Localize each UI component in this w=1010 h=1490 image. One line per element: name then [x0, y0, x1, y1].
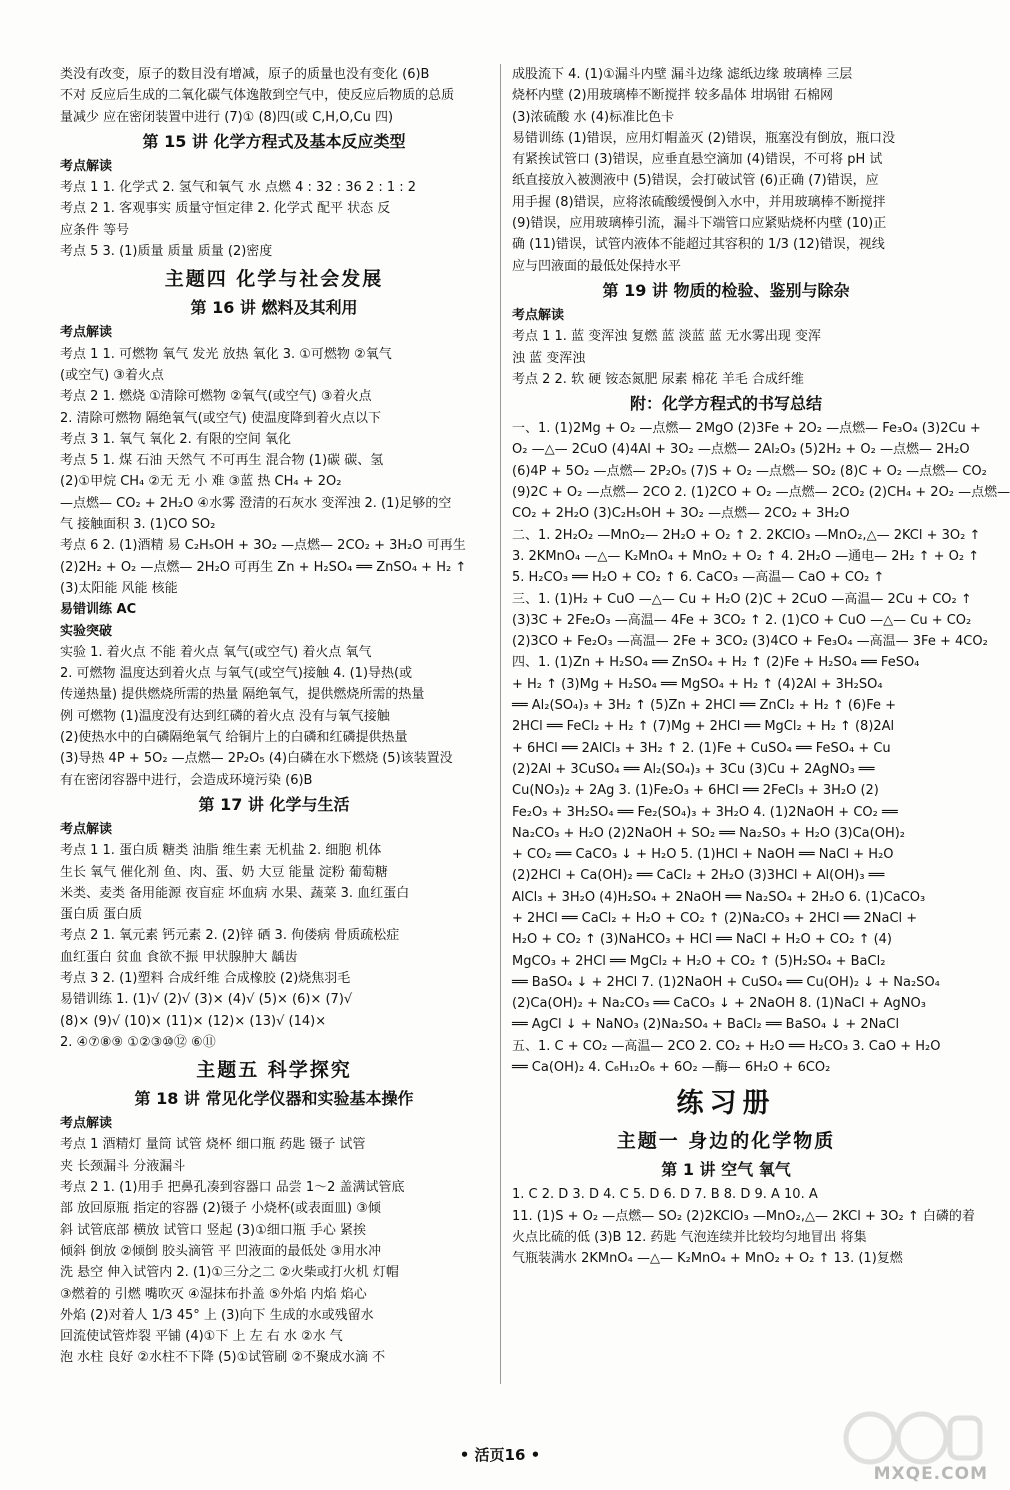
answer-line: 外焰 (2)对着人 1/3 45° 上 (3)向下 生成的水或残留水: [60, 1307, 374, 1323]
answer-line: (9)2C + O₂ —点燃— 2CO 2. (1)2CO + O₂ —点燃— 2CO₂ (2)CH₄ + 2O₂ —点燃—: [512, 485, 1010, 501]
lesson-heading: 第 15 讲 化学方程式及基本反应类型: [142, 131, 406, 151]
answer-line: (6)4P + 5O₂ —点燃— 2P₂O₅ (7)S + O₂ —点燃— SO₂ (8)C + O₂ —点燃— CO₂: [512, 463, 987, 479]
answer-line: (2)使热水中的白磷隔绝氧气 给铜片上的白磷和红磷提供热量: [60, 730, 408, 746]
answer-line: Fe₂O₃ + 3H₂SO₄ ══ Fe₂(SO₄)₃ + 3H₂O 4. (1)2NaOH + CO₂ ══: [512, 804, 898, 820]
lesson-heading: 第 19 讲 物质的检验、鉴别与除杂: [602, 280, 850, 300]
answer-line: 三、1. (1)H₂ + CuO —△— Cu + H₂O (2)C + 2CuO —高温— 2Cu + CO₂ ↑: [512, 591, 972, 607]
answer-line: 考点 2 2. 软 硬 铵态氮肥 尿素 棉花 羊毛 合成纤维: [512, 371, 804, 387]
answer-line: 洗 悬空 伸入试管内 2. (1)①三分之二 ②火柴或打火机 灯帽: [60, 1265, 399, 1281]
answer-line: 倾斜 倒放 ②倾倒 胶头滴管 平 凹液面的最低处 ③用水冲: [60, 1243, 382, 1259]
answer-line: 考点 3 1. 氧气 氧化 2. 有限的空间 氧化: [60, 431, 292, 447]
answer-line: AlCl₃ + 3H₂O (4)H₂SO₄ + 2NaOH ══ Na₂SO₄ + 2H₂O 6. (1)CaCO₃: [512, 889, 926, 905]
answer-line: (或空气) ③着火点: [60, 367, 164, 383]
left-column: [60, 64, 488, 1369]
lesson-heading: 第 16 讲 燃料及其利用: [190, 298, 358, 318]
answer-line: 生长 氧气 催化剂 鱼、肉、蛋、奶 大豆 能量 淀粉 葡萄糖: [60, 864, 388, 880]
lesson-heading: 第 1 讲 空气 氧气: [661, 1160, 791, 1180]
answer-line: + H₂ ↑ (3)Mg + H₂SO₄ ══ MgSO₄ + H₂ ↑ (4)2Al + 3H₂SO₄: [512, 676, 883, 692]
topic-heading: 主题五 科学探究: [196, 1059, 352, 1082]
answer-line: 2. 可燃物 温度达到着火点 与氧气(或空气)接触 4. (1)导热(或: [60, 666, 413, 682]
answer-line: CO₂ + 2H₂O (3)C₂H₅OH + 3O₂ —点燃— 2CO₂ + 3H₂O: [512, 506, 850, 522]
answer-line: 确 (11)错误，试管内液体不能超过其容积的 1/3 (12)错误，视线: [512, 237, 885, 253]
subsection-label: 考点解读: [60, 158, 113, 174]
answer-line: (3)浓硫酸 水 (4)标准比色卡: [512, 109, 675, 125]
answer-line: 考点 5 3. (1)质量 质量 质量 (2)密度: [60, 244, 273, 260]
answer-line: 考点 2 1. 客观事实 质量守恒定律 2. 化学式 配平 状态 反: [60, 201, 391, 217]
lesson-heading: 附：化学方程式的书写总结: [629, 394, 822, 414]
answer-line: 夹 长颈漏斗 分液漏斗: [60, 1158, 186, 1174]
answer-line: 量减少 应在密闭装置中进行 (7)① (8)四(或 C,H,O,Cu 四): [60, 109, 394, 125]
answer-line: 斜 试管底部 横放 试管口 竖起 (3)①细口瓶 手心 紧挨: [60, 1222, 366, 1238]
answer-line: 气 接触面积 3. (1)CO SO₂: [60, 517, 216, 533]
answer-line: Na₂CO₃ + H₂O (2)2NaOH + SO₂ ══ Na₂SO₃ + H₂O (3)Ca(OH)₂: [512, 825, 906, 841]
answer-line: 烧杯内壁 (2)用玻璃棒不断搅拌 较多晶体 坩埚钳 石棉网: [512, 88, 833, 104]
answer-line: 二、1. 2H₂O₂ —MnO₂— 2H₂O + O₂ ↑ 2. 2KClO₃ —MnO₂,△— 2KCl + 3O₂ ↑: [512, 527, 981, 543]
answer-line: ══ AgCl ↓ + NaNO₃ (2)Na₂SO₄ + BaCl₂ ══ BaSO₄ ↓ + 2NaCl: [512, 1017, 900, 1033]
answer-line: (2)2H₂ + O₂ —点燃— 2H₂O 可再生 Zn + H₂SO₄ ══ ZnSO₄ + H₂ ↑: [60, 559, 467, 575]
answer-line: ══ BaSO₄ ↓ + 2HCl 7. (1)2NaOH + CuSO₄ ══ Cu(OH)₂ ↓ + Na₂SO₄: [512, 974, 940, 990]
subsection-label: 考点解读: [60, 821, 113, 837]
answer-line: + 6HCl ══ 2AlCl₃ + 3H₂ ↑ 2. (1)Fe + CuSO₄ ══ FeSO₄ + Cu: [512, 740, 891, 756]
answer-line: Cu(NO₃)₂ + 2Ag 3. (1)Fe₂O₃ + 6HCl ══ 2FeCl₃ + 3H₂O (2): [512, 783, 879, 799]
answer-line: 一、1. (1)2Mg + O₂ —点燃— 2MgO (2)3Fe + 2O₂ —点燃— Fe₃O₄ (3)2Cu +: [512, 421, 981, 437]
answer-line: (8)× (9)√ (10)× (11)× (12)× (13)√ (14)×: [60, 1013, 327, 1029]
answer-line: 血红蛋白 贫血 食欲不振 甲状腺肿大 龋齿: [60, 949, 298, 965]
answer-line: 易错训练 1. (1)√ (2)√ (3)× (4)√ (5)× (6)× (7)√: [60, 992, 353, 1008]
answer-line: MgCO₃ + 2HCl ══ MgCl₂ + H₂O + CO₂ ↑ (5)H₂SO₄ + BaCl₂: [512, 953, 886, 969]
subsection-label: 考点解读: [60, 1116, 113, 1132]
answer-line: (3)太阳能 风能 核能: [60, 580, 178, 596]
answer-line: O₂ —△— 2CuO (4)4Al + 3O₂ —点燃— 2Al₂O₃ (5)2H₂ + O₂ —点燃— 2H₂O: [512, 442, 970, 458]
answer-line: (3)3C + 2Fe₂O₃ —高温— 4Fe + 3CO₂ ↑ 2. (1)CO + CuO —△— Cu + CO₂: [512, 612, 972, 628]
answer-line: 考点 2 1. (1)用手 把鼻孔凑到容器口 品尝 1～2 盖满试管底: [60, 1180, 405, 1196]
answer-line: 考点 3 2. (1)塑料 合成纤维 合成橡胶 (2)烧焦羽毛: [60, 970, 351, 986]
answer-line: 不对 反应后生成的二氧化碳气体逸散到空气中，使反应后物质的总质: [60, 88, 455, 104]
page-number: • 活页16 •: [459, 1446, 541, 1464]
answer-line: 传递热量) 提供燃烧所需的热量 隔绝氧气，提供燃烧所需的热量: [60, 687, 425, 703]
answer-line: (2)3CO + Fe₂O₃ —高温— 2Fe + 3CO₂ (3)4CO + Fe₃O₄ —高温— 3Fe + 4CO₂: [512, 634, 988, 650]
answer-line: 2. ④⑦⑧⑨ ①②③⑩⑫ ⑥⑪: [60, 1034, 216, 1050]
answer-line: 例 可燃物 (1)温度没有达到红磷的着火点 没有与氧气接触: [60, 708, 390, 724]
topic-heading: 主题四 化学与社会发展: [164, 268, 384, 291]
answer-line: ══ Al₂(SO₄)₃ + 3H₂ ↑ (5)Zn + 2HCl ══ ZnCl₂ + H₂ ↑ (6)Fe +: [512, 698, 897, 714]
subsection-label: 考点解读: [512, 307, 565, 323]
right-column: [512, 64, 1010, 1270]
subsection-label: 易错训练 AC: [60, 602, 137, 618]
answer-line: (3)导热 4P + 5O₂ —点燃— 2P₂O₅ (4)白磷在水下燃烧 (5)该装置没: [60, 751, 453, 767]
subsection-label: 实验突破: [60, 623, 113, 639]
answer-line: 应条件 等号: [60, 222, 130, 238]
answer-line: 用手握 (8)错误，应将浓硫酸缓慢倒入水中，并用玻璃棒不断搅拌: [512, 194, 886, 210]
answer-line: 有在密闭容器中进行，会造成环境污染 (6)B: [60, 772, 313, 788]
topic-heading: 主题一 身边的化学物质: [616, 1130, 836, 1153]
answer-line: 易错训练 (1)错误，应用灯帽盖灭 (2)错误，瓶塞没有倒放，瓶口没: [512, 130, 896, 146]
answer-line: + CO₂ ══ CaCO₃ ↓ + H₂O 5. (1)HCl + NaOH ══ NaCl + H₂O: [512, 847, 894, 863]
answer-line: 有紧挨试管口 (3)错误，应垂直悬空滴加 (4)错误，不可将 pH 试: [512, 152, 883, 168]
answer-line: 应与凹液面的最低处保持水平: [512, 258, 682, 274]
answer-line: 考点 2 1. 氧元素 钙元素 2. (2)锌 硒 3. 佝偻病 骨质疏松症: [60, 928, 400, 944]
answer-line: (2)2Al + 3CuSO₄ ══ Al₂(SO₄)₃ + 3Cu (3)Cu + 2AgNO₃ ══: [512, 761, 875, 777]
answer-line: 3. 2KMnO₄ —△— K₂MnO₄ + MnO₂ + O₂ ↑ 4. 2H₂O —通电— 2H₂ ↑ + O₂ ↑: [512, 548, 980, 564]
answer-line: 1. C 2. D 3. D 4. C 5. D 6. D 7. B 8. D 9. A 10. A: [512, 1187, 818, 1203]
watermark-text: MXQE.COM: [873, 1464, 988, 1484]
answer-line: 火点比硫的低 (3)B 12. 药匙 气泡连续并比较均匀地冒出 将集: [512, 1229, 867, 1245]
answer-line: 五、1. C + CO₂ —高温— 2CO 2. CO₂ + H₂O ══ H₂CO₃ 3. CaO + H₂O: [512, 1038, 941, 1054]
answer-line: 蛋白质 蛋白质: [60, 907, 143, 923]
column-divider: [500, 64, 501, 1384]
answer-line: 考点 1 1. 可燃物 氧气 发光 放热 氧化 3. ①可燃物 ②氧气: [60, 346, 392, 362]
answer-line: H₂O + CO₂ ↑ (3)NaHCO₃ + HCl ══ NaCl + H₂O + CO₂ ↑ (4): [512, 932, 893, 948]
answer-line: 部 放回原瓶 指定的容器 (2)镊子 小烧杯(或表面皿) ③倾: [60, 1201, 381, 1217]
answer-line: (9)错误，应用玻璃棒引流，漏斗下端管口应紧贴烧杯内壁 (10)正: [512, 216, 887, 232]
answer-line: 米类、麦类 备用能源 夜盲症 坏血病 水果、蔬菜 3. 血红蛋白: [60, 885, 410, 901]
answer-line: ③燃着的 引燃 嘴吹灭 ④湿抹布扑盖 ⑤外焰 内焰 焰心: [60, 1286, 367, 1302]
answer-line: 11. (1)S + O₂ —点燃— SO₂ (2)2KClO₃ —MnO₂,△— 2KCl + 3O₂ ↑ 白磷的着: [512, 1208, 975, 1224]
subsection-label: 考点解读: [60, 325, 113, 341]
answer-line: 纸直接放入被测液中 (5)错误，会打破试管 (6)正确 (7)错误，应: [512, 173, 879, 189]
lesson-heading: 第 18 讲 常见化学仪器和实验基本操作: [134, 1089, 414, 1109]
answer-line: 四、1. (1)Zn + H₂SO₄ ══ ZnSO₄ + H₂ ↑ (2)Fe + H₂SO₄ ══ FeSO₄: [512, 655, 920, 671]
section-title: 练习册: [676, 1088, 776, 1120]
answer-line: —点燃— CO₂ + 2H₂O ④水雾 澄清的石灰水 变浑浊 2. (1)足够的空: [60, 495, 452, 511]
answer-line: 考点 1 1. 蓝 变浑浊 复燃 蓝 淡蓝 蓝 无水雾出现 变浑: [512, 329, 821, 345]
answer-line: 浊 蓝 变浑浊: [512, 350, 586, 366]
answer-line: 泡 水柱 良好 ②水柱不下降 (5)①试管刷 ②不聚成水滴 不: [60, 1350, 386, 1366]
answer-line: (2)Ca(OH)₂ + Na₂CO₃ ══ CaCO₃ ↓ + 2NaOH 8. (1)NaCl + AgNO₃: [512, 996, 926, 1012]
answer-line: 回流使试管炸裂 平铺 (4)①下 上 左 右 水 ②水 气: [60, 1329, 343, 1345]
answer-line: 5. H₂CO₃ ══ H₂O + CO₂ ↑ 6. CaCO₃ —高温— CaO + CO₂ ↑: [512, 570, 885, 586]
answer-line: 2. 清除可燃物 隔绝氧气(或空气) 使温度降到着火点以下: [60, 410, 381, 426]
answer-line: 考点 1 1. 化学式 2. 氢气和氧气 水 点燃 4 : 32 : 36 2 : 1 : 2: [60, 180, 417, 196]
answer-line: 实验 1. 着火点 不能 着火点 氧气(或空气) 着火点 氧气: [60, 644, 372, 660]
answer-line: (2)2HCl + Ca(OH)₂ ══ CaCl₂ + 2H₂O (3)3HCl + Al(OH)₃ ══: [512, 868, 885, 884]
answer-line: 类没有改变，原子的数目没有增减，原子的质量也没有变化 (6)B: [60, 67, 430, 82]
answer-line: (2)①甲烷 CH₄ ②无 无 小 难 ③蓝 热 CH₄ + 2O₂: [60, 474, 342, 490]
answer-line: 考点 5 1. 煤 石油 天然气 不可再生 混合物 (1)碳 碳、氢: [60, 453, 384, 469]
lesson-heading: 第 17 讲 化学与生活: [198, 794, 350, 814]
answer-line: 考点 1 酒精灯 量筒 试管 烧杯 细口瓶 药匙 镊子 试管: [60, 1137, 366, 1153]
answer-line: 考点 2 1. 燃烧 ①清除可燃物 ②氧气(或空气) ③着火点: [60, 389, 372, 405]
answer-line: 成股流下 4. (1)①漏斗内壁 漏斗边缘 滤纸边缘 玻璃棒 三层: [512, 67, 853, 82]
answer-line: 考点 6 2. (1)酒精 易 C₂H₅OH + 3O₂ —点燃— 2CO₂ + 3H₂O 可再生: [60, 538, 466, 554]
answer-line: 气瓶装满水 2KMnO₄ —△— K₂MnO₄ + MnO₂ + O₂ ↑ 13. (1)复燃: [512, 1251, 903, 1267]
answer-line: + 2HCl ══ CaCl₂ + H₂O + CO₂ ↑ (2)Na₂CO₃ + 2HCl ══ 2NaCl +: [512, 910, 918, 926]
answer-line: ══ Ca(OH)₂ 4. C₆H₁₂O₆ + 6O₂ —酶— 6H₂O + 6CO₂: [512, 1060, 831, 1076]
answer-page: [60, 64, 1010, 1444]
answer-line: 考点 1 1. 蛋白质 糖类 油脂 维生素 无机盐 2. 细胞 机体: [60, 843, 382, 859]
answer-line: 2HCl ══ FeCl₂ + H₂ ↑ (7)Mg + 2HCl ══ MgCl₂ + H₂ ↑ (8)2Al: [512, 719, 895, 735]
